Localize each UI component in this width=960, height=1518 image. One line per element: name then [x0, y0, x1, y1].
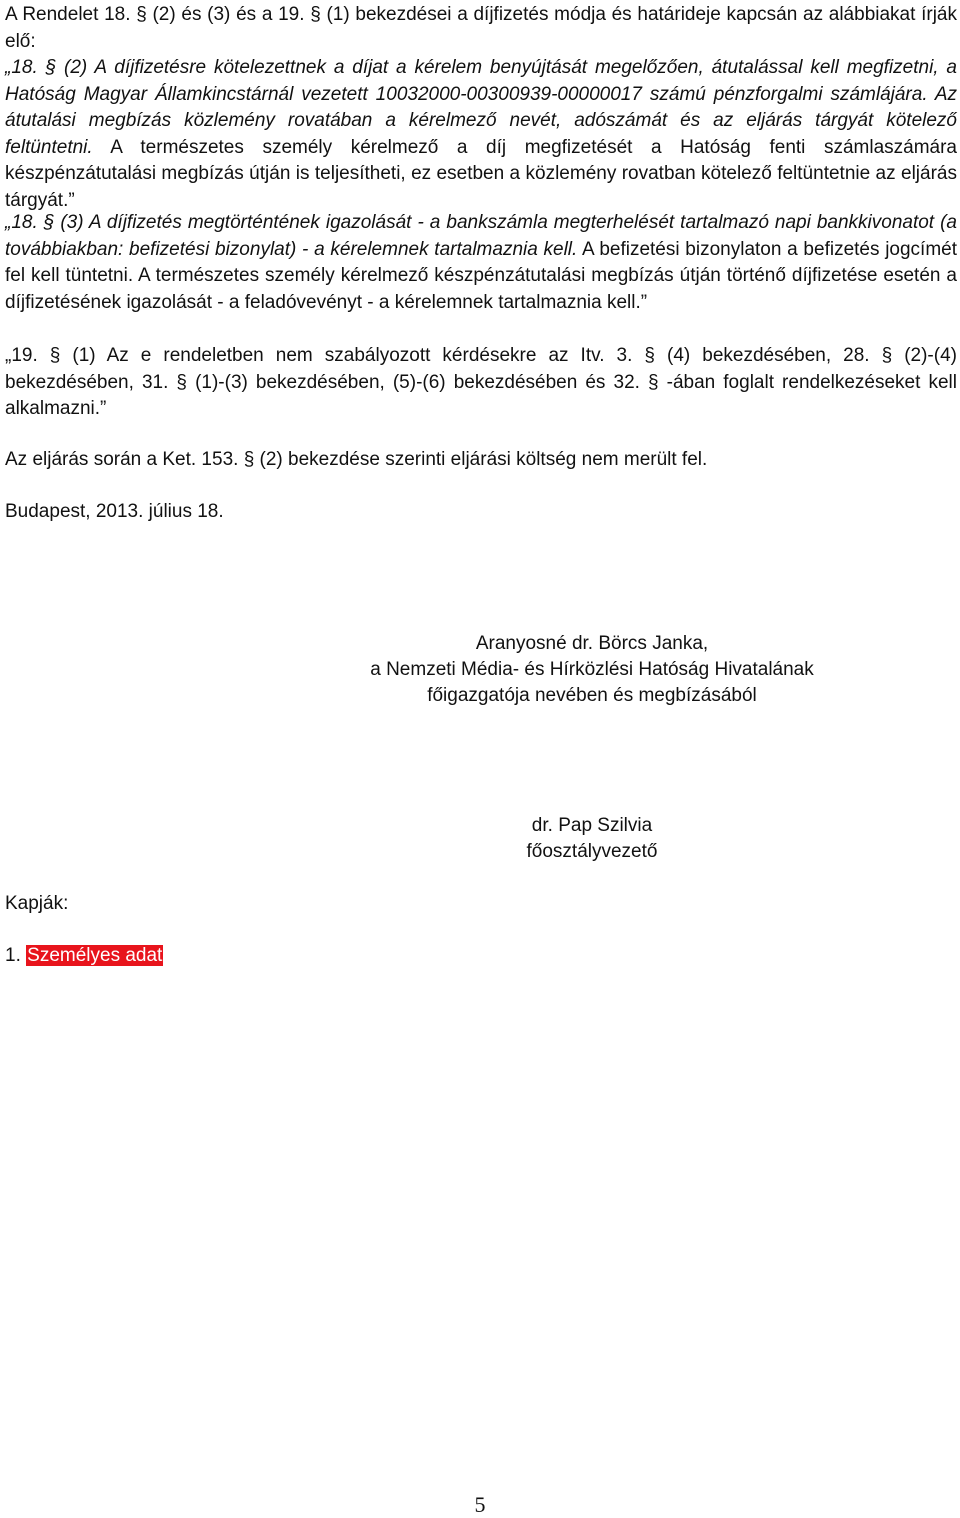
quote-18-2-part-b: Az átutalási megbízás közlemény rovatában a kérelmező nevét, adószámát és az eljárás tárgyát kötelező feltüntetni. — [5, 83, 958, 158]
intro-paragraph — [5, 2, 957, 55]
costs-statement: Az eljárás során a Ket. 153. § (2) bekezdése szerinti eljárási költség nem merült fel. — [5, 449, 708, 470]
quote-18-2 — [5, 55, 957, 214]
signatory-name: Aranyosné dr. Börcs Janka, — [475, 633, 709, 654]
recipients-label: Kapják: — [5, 893, 69, 914]
signatory-role: főigazgatója nevében és megbízásából — [427, 685, 757, 706]
page-number: 5 — [474, 1492, 486, 1517]
quote-19 — [5, 343, 957, 423]
quote-18-3-part-c: A természetes személy kérelmező készpénzátutalási megbízás útján történő díjfizetése esetén a díjfizetésének igazolását - a feladóvevényt - a kérelemnek tartalmaznia kell.” — [5, 265, 957, 313]
signatory-authority: a Nemzeti Média- és Hírközlési Hatóság Hivatalának — [370, 659, 814, 680]
quote-18-2-part-a: „18. § (2) A díjfizetésre kötelezettnek a díjat a kérelem benyújtását megelőzően, átutalással kell megfizetni, a Hatóság Magyar Államkincstárnál vezetett 10032000-00300939-00000017 számú pénzforgalmi számlájára. — [5, 57, 957, 105]
quote-19-text: „19. § (1) Az e rendeletben nem szabályozott kérdésekre az Itv. 3. § (4) bekezdésében, 28. § (2)-(4) bekezdésében, 31. § (1)-(3) bekezdésében, (5)-(6) bekezdésében és 32. § -ában foglalt rendelkezéseket kell alkalmazni.” — [5, 345, 957, 419]
quote-18-3-part-a: „18. § (3) A díjfizetés megtörténtének igazolását - a bankszámla megterhelését tartalmazó napi bankkivonatot (a továbbiakban: befizetési bizonylat) - a kérelemnek tartalmaznia kell. — [5, 212, 957, 260]
signatory-2-title: főosztályvezető — [526, 841, 658, 862]
redacted-personal-data: Személyes adat — [27, 945, 163, 966]
signature-block-2 — [392, 813, 792, 865]
signature-block-1 — [292, 631, 892, 709]
quote-18-2-part-c: A természetes személy kérelmező a díj megfizetését a Hatóság fenti számlaszámára készpénzátutalási megbízás útján is teljesítheti, ez esetben a közlemény rovatban kötelező feltüntetnie az eljárás tárgyát.” — [5, 136, 957, 211]
intro-text: A Rendelet 18. § (2) és (3) és a 19. § (1) bekezdései a díjfizetés módja és határideje kapcsán az alábbiakat írják elő: — [5, 4, 957, 52]
place-date: Budapest, 2013. július 18. — [5, 501, 224, 522]
signatory-2-name: dr. Pap Szilvia — [531, 815, 653, 836]
quote-18-3-part-b: A befizetési bizonylaton a befizetés jogcímét fel kell tüntetni. — [5, 238, 958, 286]
recipient-number: 1. — [5, 945, 21, 966]
recipient-item-1 — [5, 943, 163, 969]
quote-18-3 — [5, 210, 957, 316]
